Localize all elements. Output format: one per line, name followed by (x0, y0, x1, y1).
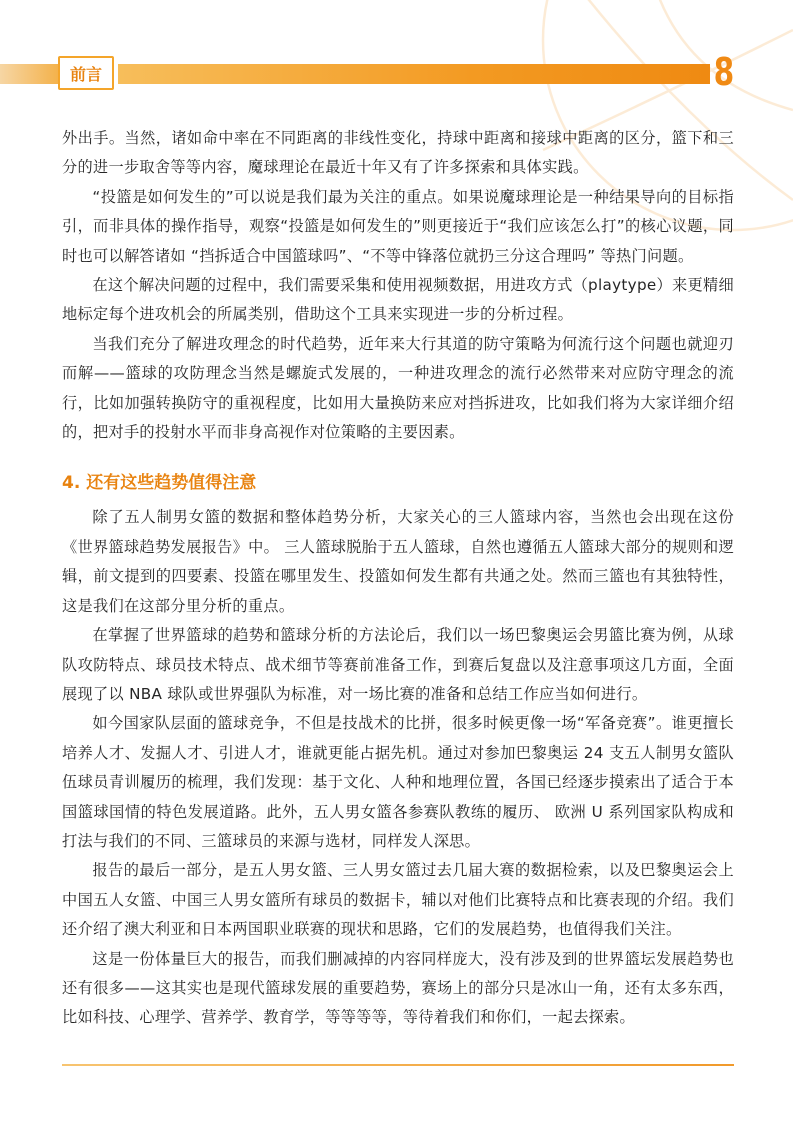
section-4-paragraph-2: 在掌握了世界篮球的趋势和篮球分析的方法论后，我们以一场巴黎奥运会男篮比赛为例，从球队攻防特点、球员技术特点、战术细节等赛前准备工作，到赛后复盘以及注意事项这几方面，全面展现了以 NBA 球队或世界强队为标准，对一场比赛的准备和总结工作应当如何进行。 (62, 626, 734, 703)
header-title-box (58, 56, 114, 90)
intro-paragraph-3: 在这个解决问题的过程中，我们需要采集和使用视频数据，用进攻方式（playtype）来更精细地标定每个进攻机会的所属类别，借助这个工具来实现进一步的分析过程。 (62, 276, 734, 324)
section-4-paragraph-1: 除了五人制男女篮的数据和整体趋势分析，大家关心的三人篮球内容，当然也会出现在这份《世界篮球趋势发展报告》中。 三人篮球脱胎于五人篮球，自然也遵循五人篮球大部分的规则和逻辑，前文提到的四要素、投篮在哪里发生、投篮如何发生都有共通之处。然而三篮也有其独特性，这是我们在这部分里分析的重点。 (62, 508, 734, 615)
footer-divider (62, 1064, 734, 1066)
intro-paragraph-4: 当我们充分了解进攻理念的时代趋势，近年来大行其道的防守策略为何流行这个问题也就迎刃而解——篮球的攻防理念当然是螺旋式发展的，一种进攻理念的流行必然带来对应防守理念的流行，比如加强转换防守的重视程度，比如用大量换防来应对挡拆进攻，比如我们将为大家详细介绍的，把对手的投射水平而非身高视作对位策略的主要因素。 (62, 334, 734, 442)
section-4-heading: 4. 还有这些趋势值得注意 (62, 473, 257, 494)
section-4-paragraph-3: 如今国家队层面的篮球竞争，不但是技战术的比拼，很多时候更像一场“军备竞赛”。谁更擅长培养人才、发掘人才、引进人才，谁就更能占据先机。通过对参加巴黎奥运 24 支五人制男女篮队伍球员青训履历的梳理，我们发现：基于文化、人种和地理位置，各国已经逐步摸索出了适合于本国篮球国情的特色发展道路。此外，五人男女篮各参赛队教练的履历、 欧洲 U 系列国家队构成和打法与我们的不同、三篮球员的来源与选材，同样发人深思。 (62, 714, 734, 850)
body-content (62, 124, 734, 1033)
section-4-paragraph-4: 报告的最后一部分，是五人男女篮、三人男女篮过去几届大赛的数据检索，以及巴黎奥运会上中国五人女篮、中国三人男女篮所有球员的数据卡，辅以对他们比赛特点和比赛表现的介绍。我们还介绍了澳大利亚和日本两国职业联赛的现状和思路，它们的发展趋势，也值得我们关注。 (62, 861, 734, 939)
header-band-left (0, 64, 58, 84)
header-band-right (118, 64, 710, 84)
page-header (0, 50, 793, 94)
intro-paragraph-2: “投篮是如何发生的”可以说是我们最为关注的重点。如果说魔球理论是一种结果导向的目标指引，而非具体的操作指导，观察“投篮是如何发生的”则更接近于“我们应该怎么打”的核心议题，同时也可以解答诸如 “挡拆适合中国篮球吗”、“不等中锋落位就扔三分这合理吗” 等热门问题。 (62, 187, 734, 265)
section-4-paragraph-5: 这是一份体量巨大的报告，而我们删减掉的内容同样庞大，没有涉及到的世界篮坛发展趋势也还有很多——这其实也是现代篮球发展的重要趋势，赛场上的部分只是冰山一角，还有太多东西，比如科技、心理学、营养学、教育学，等等等等，等待着我们和你们，一起去探索。 (62, 949, 734, 1027)
page-number: 8 (713, 50, 735, 94)
section-title: 前言 (69, 64, 102, 84)
intro-paragraph-1: 外出手。当然，诸如命中率在不同距离的非线性变化，持球中距离和接球中距离的区分，篮下和三分的进一步取舍等等内容，魔球理论在最近十年又有了许多探索和具体实践。 (62, 129, 734, 177)
